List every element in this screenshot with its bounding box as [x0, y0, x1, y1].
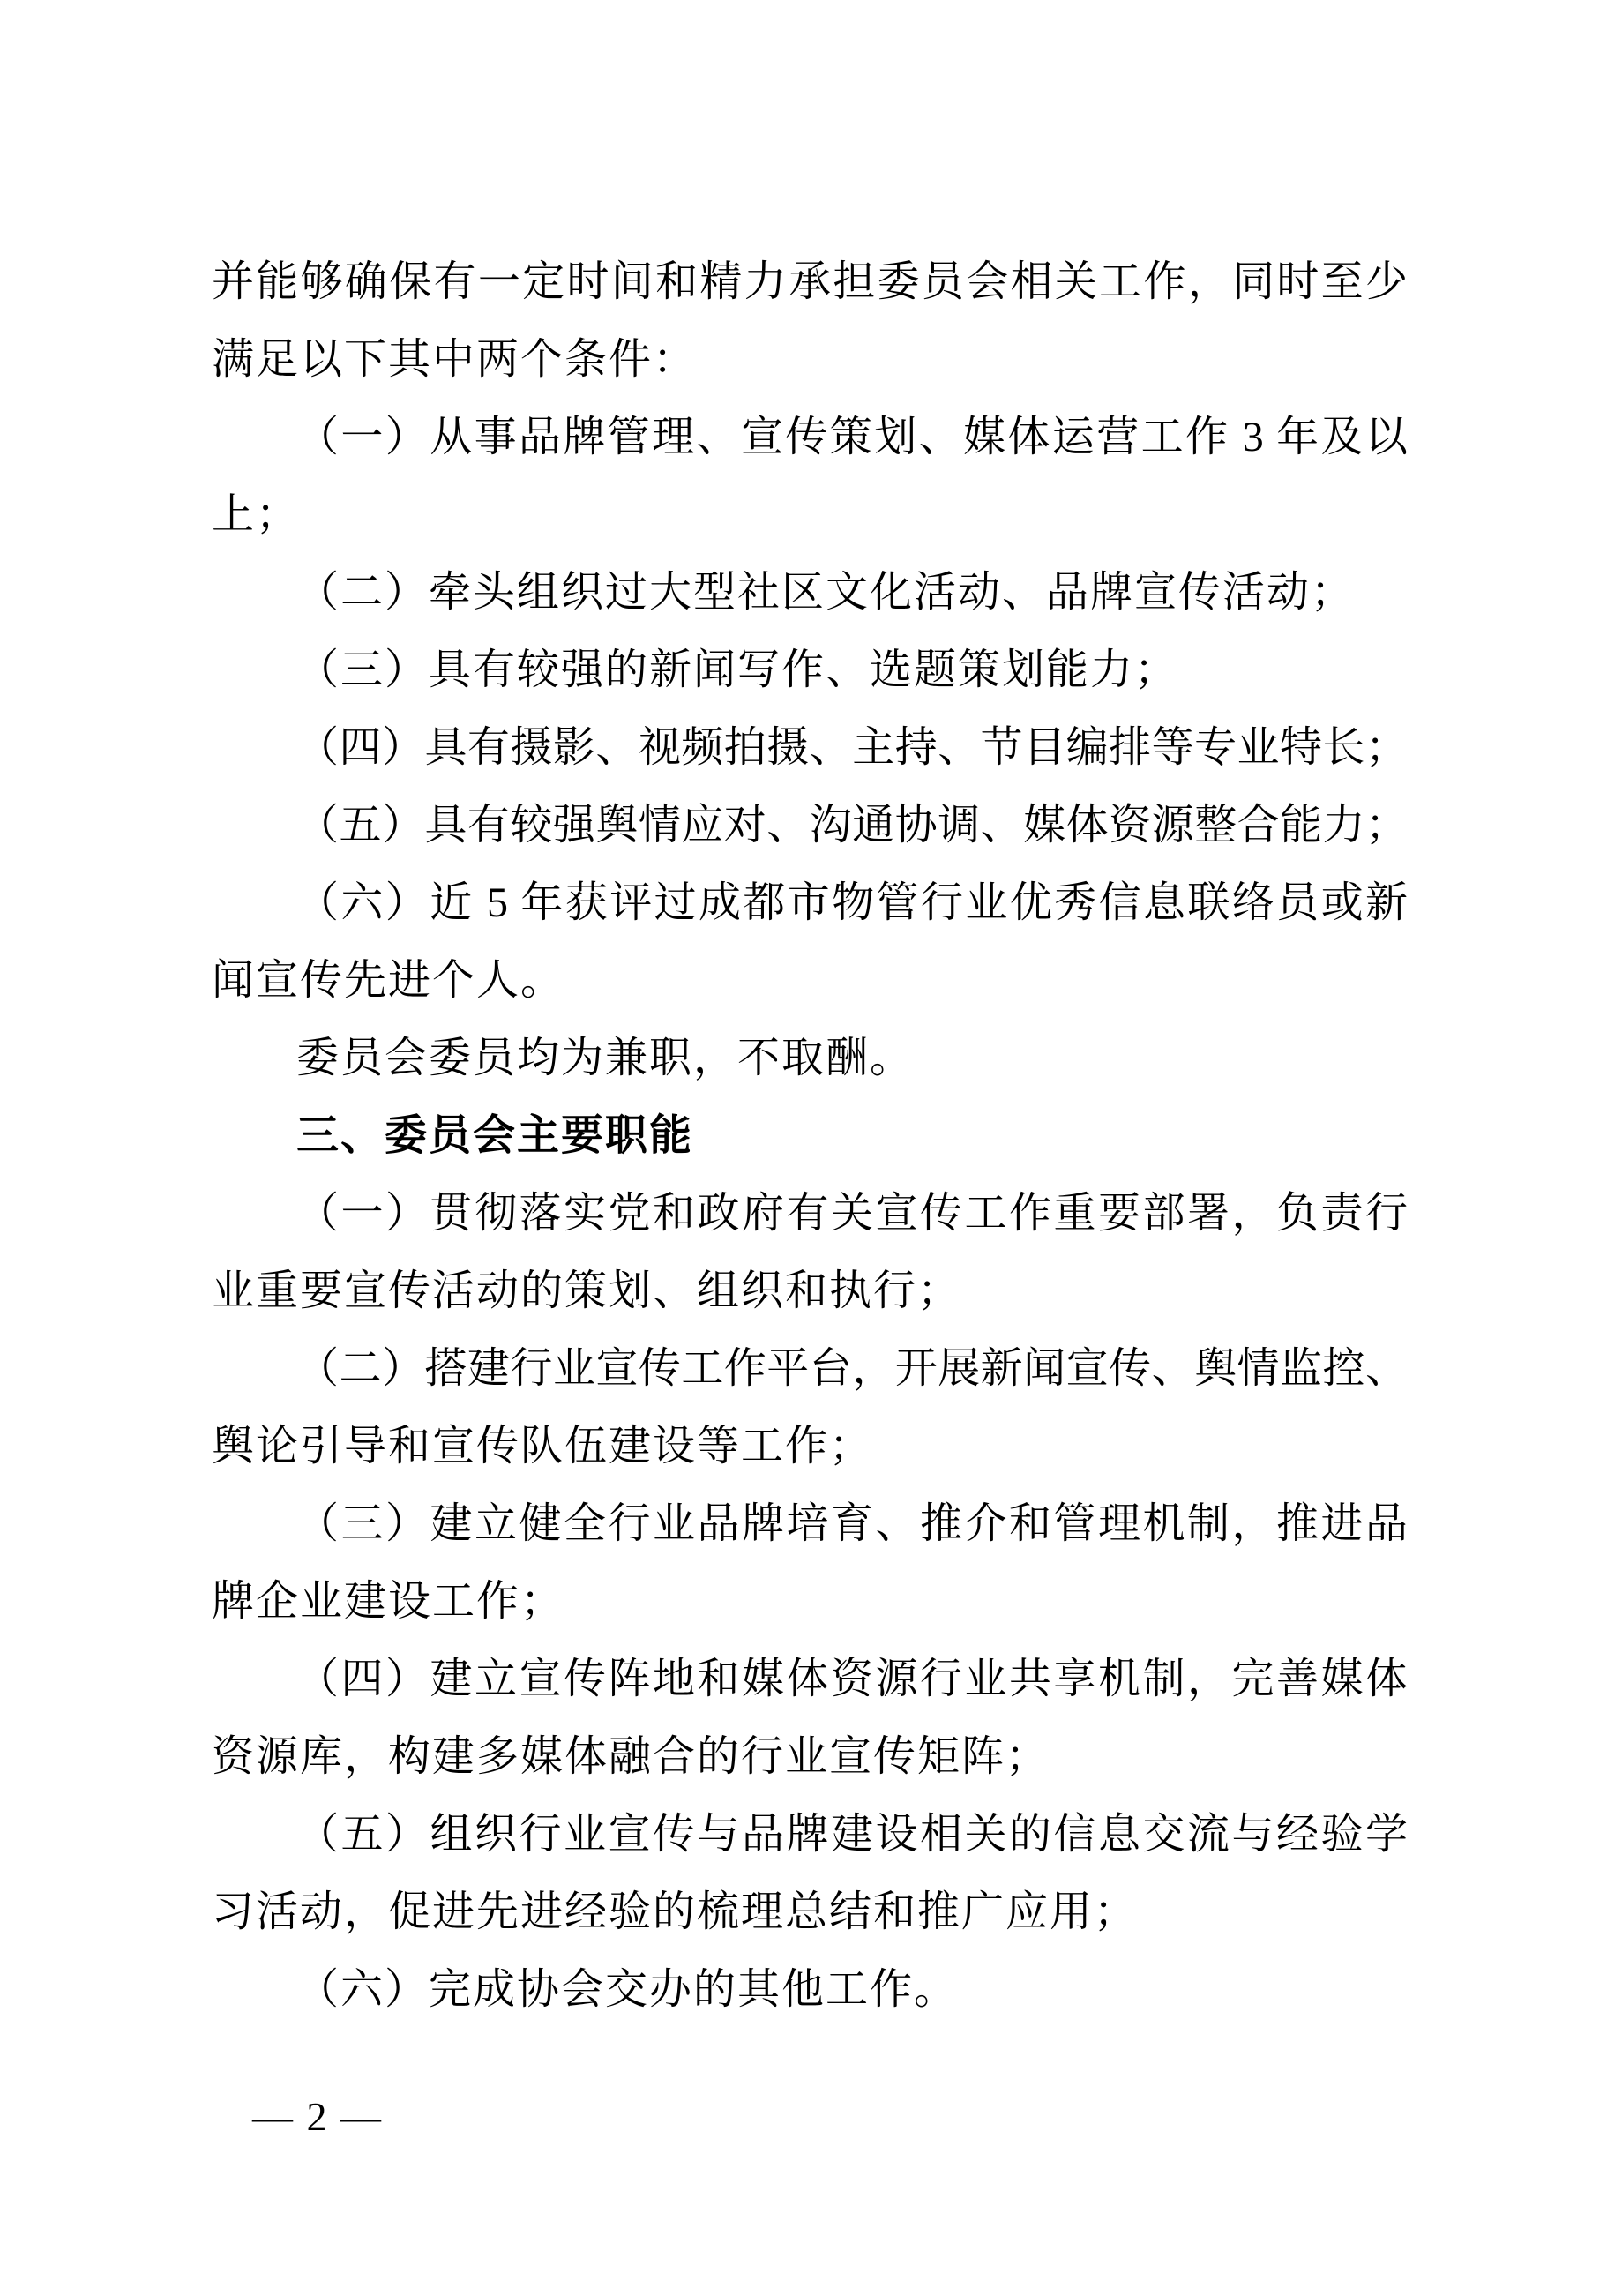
body-line: 委员会委员均为兼职，不取酬。: [296, 1035, 915, 1081]
body-line: （一）从事品牌管理、宣传策划、媒体运营工作 3 年及以: [296, 414, 1408, 460]
body-line: 满足以下其中两个条件：: [212, 336, 698, 383]
body-line: 舆论引导和宣传队伍建设等工作；: [212, 1423, 874, 1470]
body-line: （五）组织行业宣传与品牌建设相关的信息交流与经验学: [296, 1811, 1408, 1858]
body-line: （三）具有较强的新闻写作、选题策划能力；: [296, 647, 1179, 693]
body-line: 上；: [212, 491, 301, 538]
body-line: （三）建立健全行业品牌培育、推介和管理机制，推进品: [296, 1500, 1408, 1547]
page-number: — 2 —: [252, 2094, 383, 2139]
body-line: 资源库，构建多媒体融合的行业宣传矩阵；: [212, 1733, 1050, 1780]
body-line: （四）建立宣传阵地和媒体资源行业共享机制，完善媒体: [296, 1656, 1408, 1702]
body-line: （一）贯彻落实党和政府有关宣传工作重要部署，负责行: [296, 1190, 1408, 1237]
body-line: （四）具有摄影、视频拍摄、主持、节目编排等专业特长；: [296, 724, 1408, 771]
body-line: 闻宣传先进个人。: [212, 957, 565, 1004]
section-heading: 三、委员会主要职能: [296, 1112, 694, 1159]
body-line: （二）牵头组织过大型社区文化活动、品牌宣传活动；: [296, 569, 1356, 616]
body-line: 牌企业建设工作；: [212, 1578, 565, 1625]
body-line: 习活动，促进先进经验的梳理总结和推广应用；: [212, 1888, 1139, 1935]
body-line: （五）具有较强舆情应对、沟通协调、媒体资源整合能力；: [296, 802, 1408, 849]
body-line: （六）近 5 年获评过成都市物管行业优秀信息联络员或新: [296, 879, 1408, 926]
body-line: （二）搭建行业宣传工作平台，开展新闻宣传、舆情监控、: [296, 1345, 1408, 1392]
body-line: 业重要宣传活动的策划、组织和执行；: [212, 1268, 962, 1314]
document-body: [212, 243, 1408, 2029]
body-line: 并能够确保有一定时间和精力承担委员会相关工作，同时至少: [212, 258, 1408, 305]
body-line: （六）完成协会交办的其他工作。: [296, 1966, 959, 2013]
